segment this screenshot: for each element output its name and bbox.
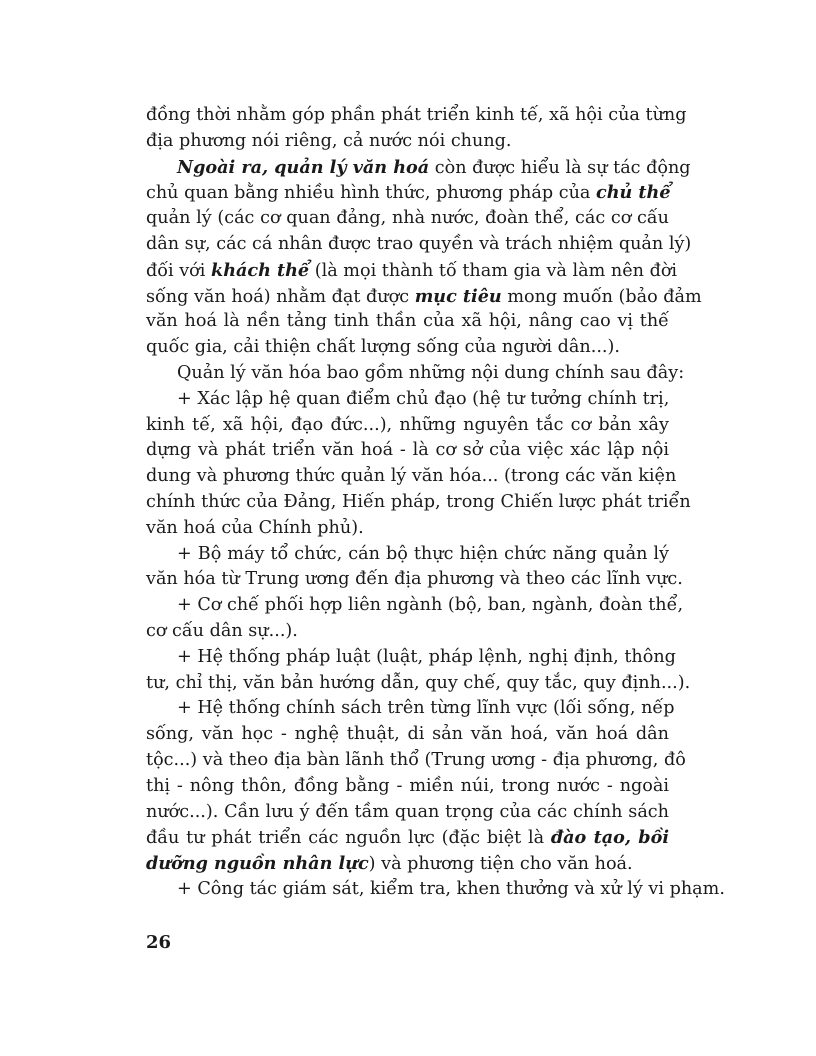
text-run: (là mọi thành tố tham gia và làm nên đời (309, 260, 678, 281)
text-line: + Cơ chế phối hợp liên ngành (bộ, ban, ngành, đoàn thể, (177, 595, 684, 616)
text-line: văn hóa từ Trung ương đến địa phương và theo các lĩnh vực. (146, 569, 683, 590)
text-line (146, 825, 669, 851)
emphasis-term: mục tiêu (414, 285, 502, 307)
text-line: địa phương nói riêng, cả nước nói chung. (146, 130, 512, 151)
text-line (146, 180, 669, 206)
text-run: chủ quan bằng nhiều hình thức, phương pháp của (146, 183, 596, 204)
text-run: đầu tư phát triển các nguồn lực (đặc biệt là (146, 828, 551, 849)
text-line: + Hệ thống chính sách trên từng lĩnh vực (lối sống, nếp (177, 698, 675, 719)
text-run: ) và phương tiện cho văn hoá. (368, 854, 633, 875)
emphasis-term: dưỡng nguồn nhân lực (146, 853, 369, 875)
text-run: mong muốn (bảo đảm (501, 286, 702, 307)
emphasis-term: chủ thể (595, 182, 671, 204)
emphasis-term: Ngoài ra, quản lý văn hoá (177, 156, 430, 178)
text-line: + Bộ máy tổ chức, cán bộ thực hiện chức năng quản lý (177, 543, 669, 564)
page-number: 26 (146, 932, 172, 953)
text-line: + Hệ thống pháp luật (luật, pháp lệnh, nghị định, thông (177, 646, 676, 667)
text-line: chính thức của Đảng, Hiến pháp, trong Chiến lược phát triển (146, 491, 691, 512)
text-line: văn hoá là nền tảng tinh thần của xã hội, nâng cao vị thế (146, 311, 669, 332)
text-line: quản lý (các cơ quan đảng, nhà nước, đoàn thể, các cơ cấu (146, 208, 669, 229)
text-line: dung và phương thức quản lý văn hóa... (trong các văn kiện (146, 466, 677, 487)
text-line: cơ cấu dân sự...). (146, 620, 298, 641)
text-line (146, 851, 669, 877)
text-line: tư, chỉ thị, văn bản hướng dẫn, quy chế, quy tắc, quy định...). (146, 672, 691, 693)
text-line (146, 155, 691, 181)
text-line: tộc...) và theo địa bàn lãnh thổ (Trung ương - địa phương, đô (146, 749, 686, 770)
text-line: nước...). Cần lưu ý đến tầm quan trọng của các chính sách (146, 801, 669, 822)
body-text (146, 103, 725, 903)
text-run: sống văn hoá) nhằm đạt được (146, 286, 415, 307)
emphasis-term: khách thể (211, 259, 310, 281)
text-run: còn được hiểu là sự tác động (429, 157, 691, 178)
text-line: đồng thời nhằm góp phần phát triển kinh tế, xã hội của từng (146, 105, 687, 125)
text-line: + Xác lập hệ quan điểm chủ đạo (hệ tư tưởng chính trị, (177, 388, 670, 409)
text-line: kinh tế, xã hội, đạo đức...), những nguyên tắc cơ bản xây (146, 414, 669, 435)
text-line: Quản lý văn hóa bao gồm những nội dung chính sau đây: (177, 362, 685, 383)
text-line (146, 284, 702, 310)
text-line: văn hoá của Chính phủ). (146, 517, 364, 538)
text-line: quốc gia, cải thiện chất lượng sống của người dân...). (146, 337, 620, 358)
text-line: + Công tác giám sát, kiểm tra, khen thưởng và xử lý vi phạm. (177, 878, 725, 899)
text-line: dựng và phát triển văn hoá - là cơ sở của việc xác lập nội (146, 440, 669, 461)
text-line: sống, văn học - nghệ thuật, di sản văn hoá, văn hoá dân (146, 724, 669, 745)
text-line (146, 258, 678, 284)
text-line: thị - nông thôn, đồng bằng - miền núi, trong nước - ngoài (146, 775, 669, 796)
emphasis-term: đào tạo, bồi (550, 827, 670, 849)
text-line: dân sự, các cá nhân được trao quyền và trách nhiệm quản lý) (146, 233, 692, 254)
text-run: đối với (146, 260, 211, 281)
